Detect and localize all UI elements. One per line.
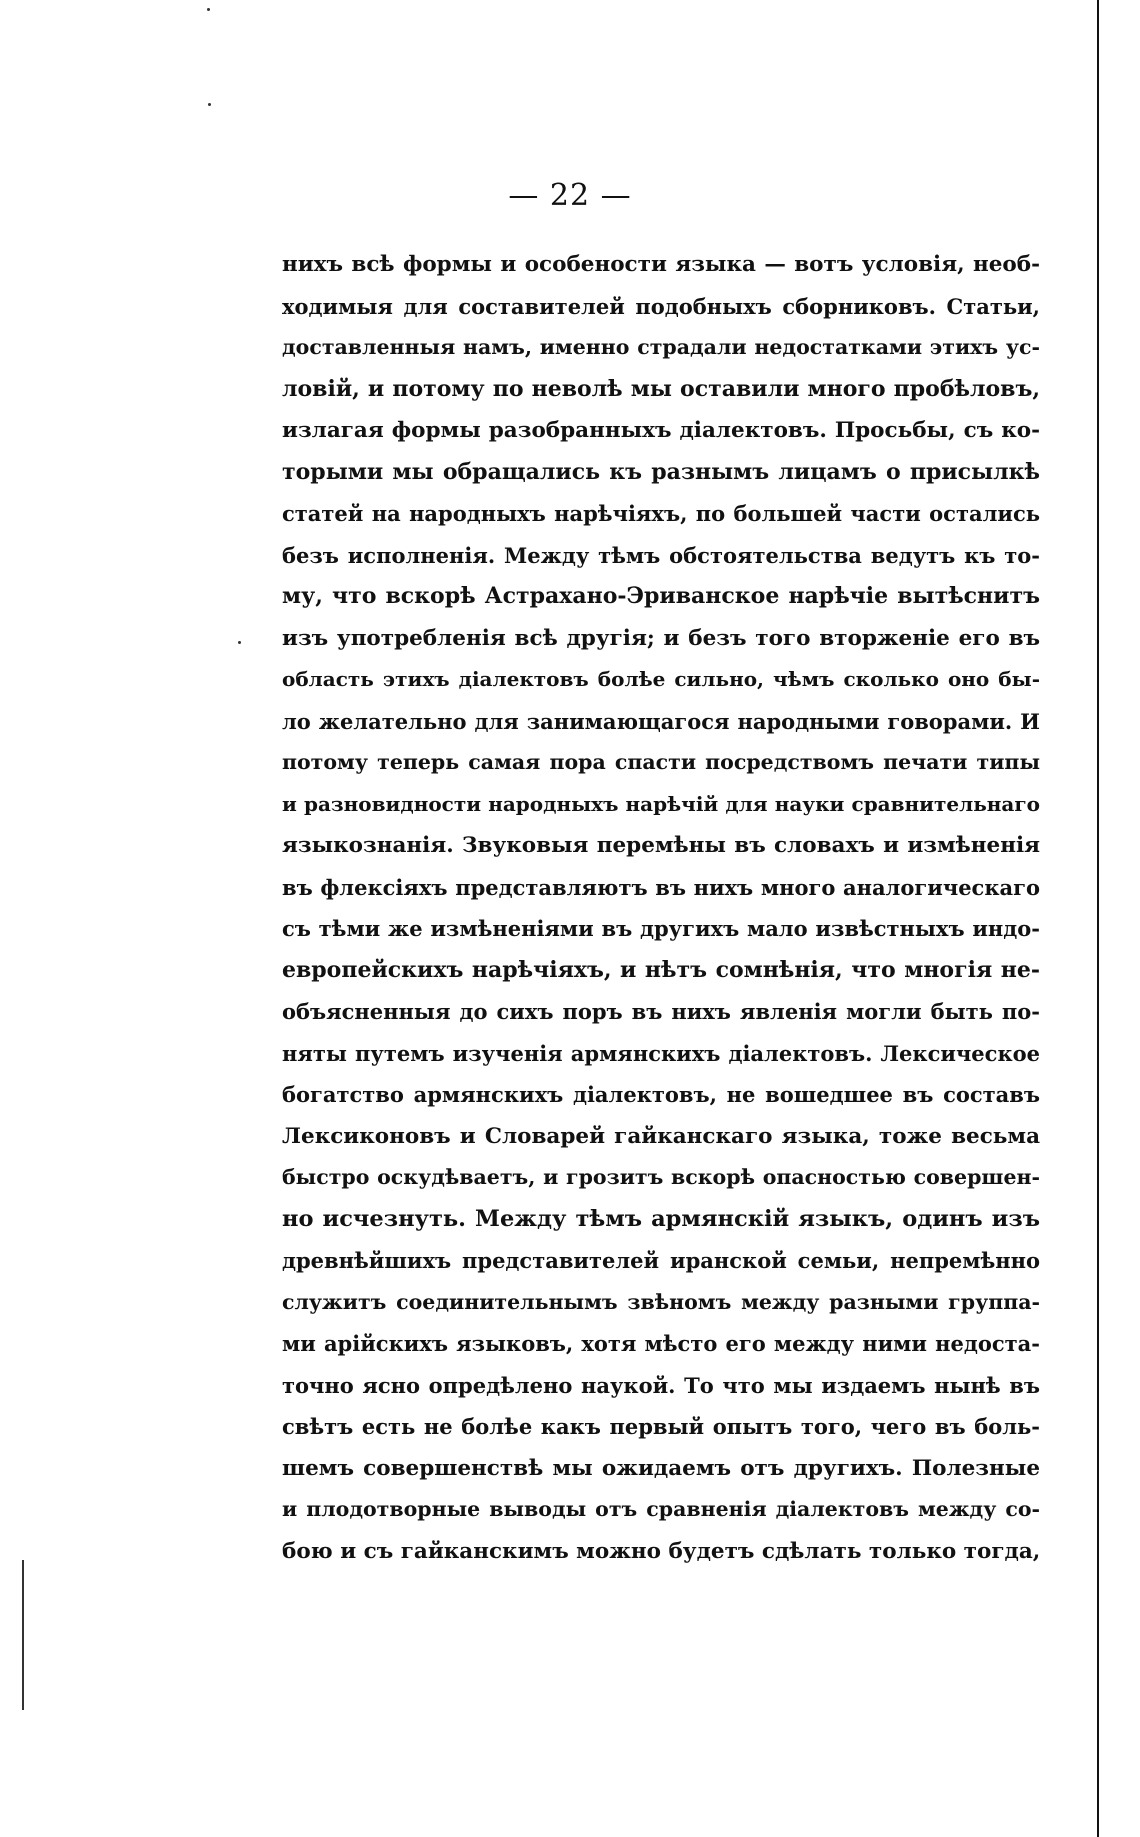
page-edge-right xyxy=(1097,0,1099,1837)
text-line: доставленныя намъ, именно страдали недостатками этихъ ус- xyxy=(282,335,1040,359)
body-text xyxy=(282,244,1040,1572)
text-line: ловій, и потому по неволѣ мы оставили много пробѣловъ, xyxy=(282,375,1040,402)
text-line: изъ употребленія всѣ другія; и безъ того вторженіе его въ xyxy=(282,625,1040,651)
page-edge-left xyxy=(22,1560,24,1710)
text-line: ло желательно для занимающагося народными говорами. И xyxy=(282,708,1040,734)
text-line: и плодотворные выводы отъ сравненія діалектовъ между со- xyxy=(282,1497,1040,1521)
text-line: древнѣйшихъ представителей иранской семьи, непремѣнно xyxy=(282,1248,1040,1273)
text-line: и разновидности народныхъ нарѣчій для науки сравнительнаго xyxy=(282,791,1040,816)
scan-speck xyxy=(207,8,210,11)
text-line: бою и съ гайканскимъ можно будетъ сдѣлать только тогда, xyxy=(282,1538,1041,1564)
text-line: въ флексіяхъ представляютъ въ нихъ много аналогическаго xyxy=(282,874,1040,900)
text-line: служитъ соединительнымъ звѣномъ между разными группа- xyxy=(282,1289,1040,1314)
text-line: точно ясно опредѣлено наукой. То что мы издаемъ нынѣ въ xyxy=(282,1372,1040,1398)
text-line: потому теперь самая пора спасти посредствомъ печати типы xyxy=(282,750,1040,774)
text-line: свѣтъ есть не болѣе какъ первый опытъ того, чего въ боль- xyxy=(282,1414,1040,1439)
text-line: быстро оскудѣваетъ, и грозитъ вскорѣ опасностью совершен- xyxy=(282,1165,1040,1189)
text-line: объясненныя до сихъ поръ въ нихъ явленія могли быть по- xyxy=(282,999,1040,1024)
text-line: съ тѣми же измѣненіями въ другихъ мало извѣстныхъ индо- xyxy=(282,916,1040,941)
text-line: европейскихъ нарѣчіяхъ, и нѣтъ сомнѣнія, что многія не- xyxy=(282,956,1040,983)
text-line: область этихъ діалектовъ болѣе сильно, чѣмъ сколько оно бы- xyxy=(282,667,1040,691)
text-line: му, что вскорѣ Астрахано-Эриванское нарѣчіе вытѣснитъ xyxy=(282,583,1040,609)
text-line: няты путемъ изученія армянскихъ діалектовъ. Лексическое xyxy=(282,1040,1040,1066)
text-line: статей на народныхъ нарѣчіяхъ, по большей части остались xyxy=(282,501,1040,526)
text-line: богатство армянскихъ діалектовъ, не вошедшее въ составъ xyxy=(282,1082,1040,1107)
text-line: языкознанія. Звуковыя перемѣны въ словахъ и измѣненія xyxy=(282,833,1040,858)
scan-speck xyxy=(208,103,211,106)
text-line: торыми мы обращались къ разнымъ лицамъ о присылкѣ xyxy=(282,458,1040,485)
text-line: излагая формы разобранныхъ діалектовъ. Просьбы, съ ко- xyxy=(282,418,1040,443)
text-line: Лексиконовъ и Словарей гайканскаго языка, тоже весьма xyxy=(282,1123,1040,1149)
scan-speck xyxy=(238,641,241,644)
text-line: ми арійскихъ языковъ, хотя мѣсто его между ними недоста- xyxy=(282,1331,1040,1356)
text-line: безъ исполненія. Между тѣмъ обстоятельства ведутъ къ то- xyxy=(282,542,1040,568)
text-line: но исчезнуть. Между тѣмъ армянскій языкъ, одинъ изъ xyxy=(282,1205,1040,1232)
page-number: — 22 — xyxy=(508,178,632,213)
text-line: шемъ совершенствѣ мы ожидаемъ отъ другихъ. Полезные xyxy=(282,1455,1040,1481)
text-line: нихъ всѣ формы и особености языка — вотъ условія, необ- xyxy=(282,252,1040,277)
text-line: ходимыя для составителей подобныхъ сборниковъ. Статьи, xyxy=(282,293,1040,319)
